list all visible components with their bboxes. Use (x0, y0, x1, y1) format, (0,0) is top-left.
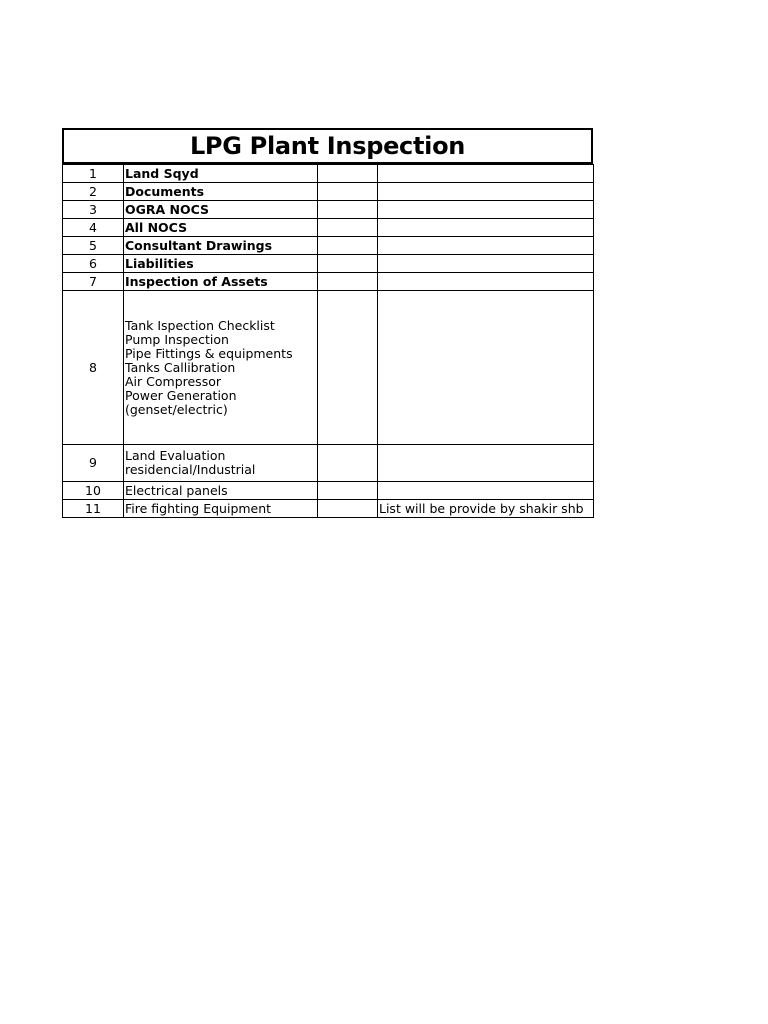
item-cell[interactable]: OGRA NOCS (124, 201, 318, 219)
title-cell[interactable] (62, 128, 593, 164)
item-cell[interactable]: Documents (124, 183, 318, 201)
row-number-cell[interactable]: 6 (63, 255, 124, 273)
item-cell[interactable]: Fire fighting Equipment (124, 500, 318, 518)
row-number-cell[interactable]: 4 (63, 219, 124, 237)
remarks-cell[interactable] (378, 165, 594, 183)
item-cell[interactable]: All NOCS (124, 219, 318, 237)
item-cell[interactable]: Liabilities (124, 255, 318, 273)
row-number-cell[interactable]: 1 (63, 165, 124, 183)
row-number-cell[interactable]: 8 (63, 291, 124, 445)
table-row (63, 201, 594, 219)
status-cell[interactable] (318, 291, 378, 445)
remarks-cell[interactable] (378, 255, 594, 273)
remarks-cell[interactable] (378, 445, 594, 482)
item-cell[interactable]: Land Evaluation residencial/Industrial (124, 445, 318, 482)
table-row (63, 165, 594, 183)
inspection-sheet (62, 128, 593, 518)
remarks-cell[interactable] (378, 237, 594, 255)
row-number-cell[interactable]: 11 (63, 500, 124, 518)
item-cell[interactable]: Consultant Drawings (124, 237, 318, 255)
table-row (63, 482, 594, 500)
table-row (63, 219, 594, 237)
status-cell[interactable] (318, 255, 378, 273)
table-row (63, 183, 594, 201)
status-cell[interactable] (318, 482, 378, 500)
table-row (63, 273, 594, 291)
sheet-title: LPG Plant Inspection (189, 132, 466, 160)
row-number-cell[interactable]: 10 (63, 482, 124, 500)
remarks-cell[interactable] (378, 201, 594, 219)
item-cell[interactable]: Electrical panels (124, 482, 318, 500)
item-cell[interactable]: Inspection of Assets (124, 273, 318, 291)
status-cell[interactable] (318, 201, 378, 219)
table-row (63, 291, 594, 445)
status-cell[interactable] (318, 183, 378, 201)
status-cell[interactable] (318, 500, 378, 518)
remarks-cell[interactable] (378, 183, 594, 201)
status-cell[interactable] (318, 273, 378, 291)
table-row (63, 500, 594, 518)
inspection-table (62, 164, 594, 518)
table-row (63, 445, 594, 482)
remarks-cell[interactable] (378, 291, 594, 445)
status-cell[interactable] (318, 445, 378, 482)
table-row (63, 255, 594, 273)
item-cell[interactable]: Tank Ispection Checklist Pump Inspection Pipe Fittings & equipments Tanks Callibration Air Compressor Power Generation (genset/electric) (124, 291, 318, 445)
remarks-cell[interactable] (378, 273, 594, 291)
row-number-cell[interactable]: 2 (63, 183, 124, 201)
status-cell[interactable] (318, 219, 378, 237)
row-number-cell[interactable]: 7 (63, 273, 124, 291)
remarks-cell[interactable] (378, 219, 594, 237)
status-cell[interactable] (318, 237, 378, 255)
item-cell[interactable]: Land Sqyd (124, 165, 318, 183)
remarks-cell[interactable]: List will be provide by shakir shb (378, 500, 594, 518)
remarks-cell[interactable] (378, 482, 594, 500)
status-cell[interactable] (318, 165, 378, 183)
row-number-cell[interactable]: 3 (63, 201, 124, 219)
table-row (63, 237, 594, 255)
row-number-cell[interactable]: 9 (63, 445, 124, 482)
row-number-cell[interactable]: 5 (63, 237, 124, 255)
